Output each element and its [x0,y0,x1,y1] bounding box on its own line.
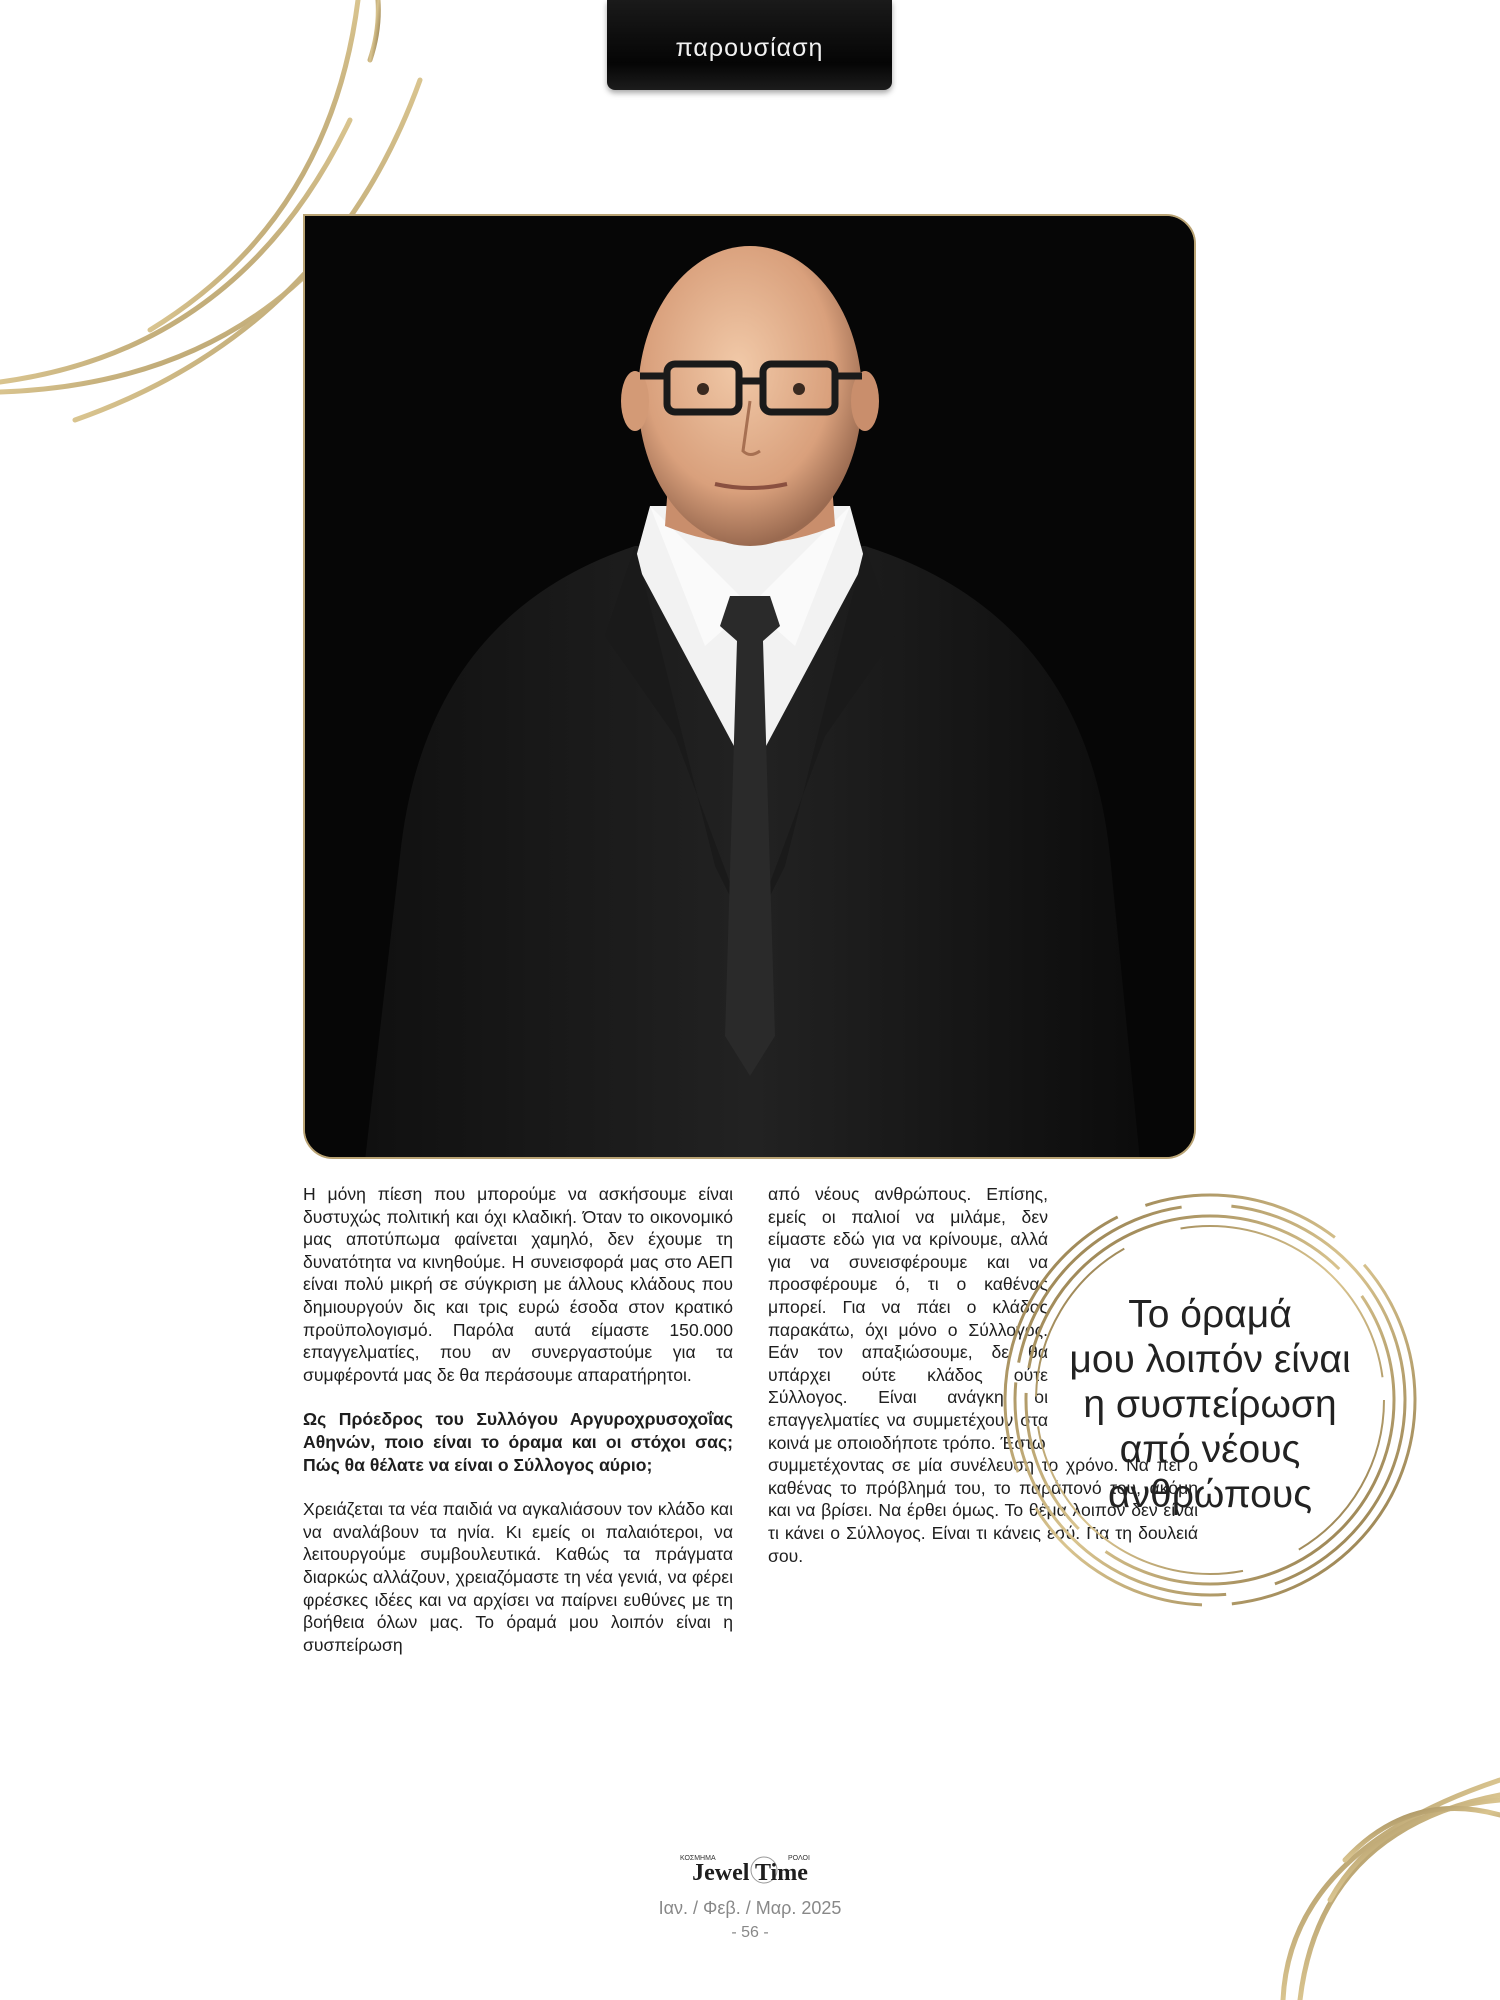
interview-question: Ως Πρόεδρος του Συλλόγου Αργυροχρυσοχοΐας Αθηνών, ποιο είναι το όραμα και οι στόχοι σας; Πώς θα θέλατε να είναι ο Σύλλογος αύριο; [303,1409,733,1475]
page-number: - 56 - [731,1924,769,1941]
pull-quote [1020,1292,1400,1517]
logo-top-right: ΡΟΛΟΙ [788,1855,810,1862]
pull-quote-line: μου λοιπόν είναι [1069,1338,1351,1381]
article-intro-paragraph: Η μόνη πίεση που μπορούμε να ασκήσουμε είναι δυστυχώς πολιτική και όχι κλαδική. Όταν το οικονομικό μας αποτύπωμα φαίνεται χαμηλό, δεν έχουμε τη δυνατότητα να κινηθούμε. Η συνεισφορά μας στο ΑΕΠ είναι πολύ μικρή σε σύγκριση με άλλους κλάδους που δημιουργούν δις και τρις ευρώ έσοδα στον κρατικό προϋπολογισμό. Παρόλα αυτά είμαστε 150.000 επαγγελματίες, που αν συνεργαστούμε για τα συμφέροντά μας δε θα περάσουμε απαρατήρητοι. [303,1184,733,1385]
jewel-time-logo [660,1852,840,1886]
pull-quote-line: από νέους [1119,1428,1301,1471]
section-tab [607,0,892,90]
portrait-illustration [305,216,1196,1159]
article-answer-paragraph: Χρειάζεται τα νέα παιδιά να αγκαλιάσουν τον κλάδο και να αναλάβουν τα ηνία. Κι εμείς οι παλαιότεροι, να λειτουργούμε συμβουλευτικά. Καθώς τα πράγματα διαρκώς αλλάζουν, χρειαζόμαστε τη νέα γενιά, να φέρει φρέσκες ιδέες και να αρχίσει να παίρνει ευθύνες με τη βοήθεια όλων μας. Το όραμά μου λοιπόν είναι η συσπείρωση [303,1499,733,1655]
article-column-left [303,1183,733,1656]
gold-arc-decoration-bottom-right [1283,1780,1500,2000]
section-tab-label: παρουσίαση [675,33,824,62]
portrait-photo [303,214,1196,1159]
pull-quote-line: Το όραμά [1128,1293,1292,1336]
logo-main: Jewel Time [692,1860,808,1886]
article-answer-closing: συμμετέχοντας σε μία συνέλευση το χρόνο. Να πει ο καθένας το πρόβλημά του, το παράπονό του, ακόμη και να βρίσει. Να έρθει όμως. Το θέμα λοιπόν δεν είναι τι κάνει ο Σύλλογος. Είναι τι κάνεις εσύ. Για τη δουλειά σου. [768,1455,1198,1566]
pull-quote-line: ανθρώπους [1108,1473,1312,1516]
logo-top-left: ΚΟΣΜΗΜΑ [680,1855,716,1862]
article-answer-continued: από νέους ανθρώπους. Επίσης, εμείς οι παλιοί να μιλάμε, δεν είμαστε εδώ για να κρίνουμε, αλλά για να συνεισφέρουμε και να προσφέρουμε ό, τι ο καθένας μπορεί. Για να πάει ο κλάδος παρακάτω, όχι μόνο ο Σύλλογος. Εάν τον απαξιώσουμε, δε θα υπάρχει ούτε κλάδος ούτε Σύλλογος. Είναι ανάγκη οι επαγγελματίες να συμμετέχουν στα κοινά με οποιοδήποτε τρόπο. Έστω [768,1184,1048,1453]
pull-quote-line: η συσπείρωση [1083,1383,1337,1426]
issue-date: Ιαν. / Φεβ. / Μαρ. 2025 [658,1898,842,1918]
